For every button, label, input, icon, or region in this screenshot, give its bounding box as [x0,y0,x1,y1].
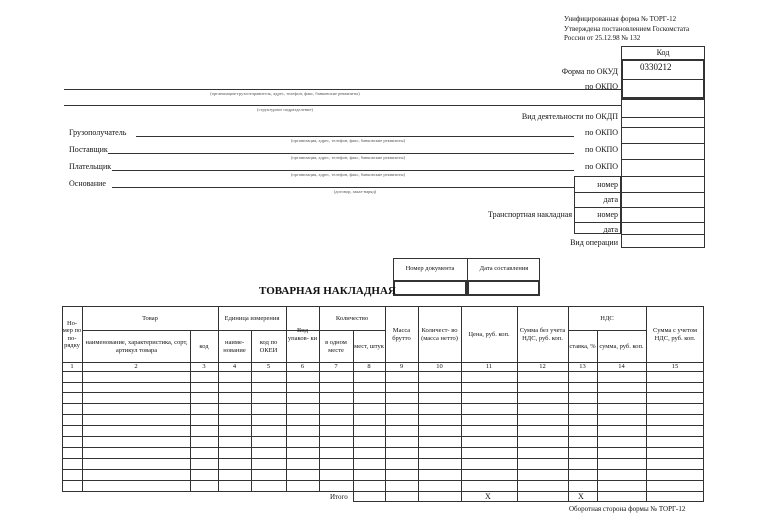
form-approved-date: России от 25.12.98 № 132 [564,34,641,42]
transport-label: Транспортная накладная [488,210,572,219]
h-pack: Вид упаков- ки [287,327,318,342]
vid-operacii-label: Вид операции [570,238,618,247]
col-num: 3 [202,362,206,370]
col-num: 13 [579,362,586,370]
okdp-label: Вид деятельности по ОКДП [521,112,618,121]
table-row[interactable] [62,469,704,470]
dept-caption: (структурное подразделение) [257,107,313,112]
h-price: Цена, руб. коп. [468,330,510,338]
table-row[interactable] [62,392,704,393]
contract-caption: (договор, заказ-наряд) [333,189,377,194]
h-unit-name: наиме- нование [223,339,246,354]
doc-number-label: Номер документа [405,265,455,273]
consignee-label: Грузополучатель [69,128,127,137]
col-num: 4 [232,362,237,370]
org-caption: (организация-грузоотправитель, адрес, телефон, факс, банковские реквизиты) [210,91,360,96]
col-num: 5 [266,362,271,370]
table-row[interactable] [62,425,704,426]
col-num: 10 [436,362,443,370]
dept-line[interactable] [64,105,621,106]
h-vat-sum: сумма, руб. коп. [599,342,644,350]
itogo-blank [61,492,353,504]
doc-date-label: Дата составления [479,265,529,273]
itogo-x-rate: X [578,492,584,501]
consignee-line[interactable] [136,136,574,137]
okud-label: Форма по ОКУД [561,67,618,76]
h-vat-rate: ставка, % [569,342,596,350]
form-name: Унифицированная форма № ТОРГ-12 [564,15,677,23]
doc-title: ТОВАРНАЯ НАКЛАДНАЯ [259,285,396,297]
table-row[interactable] [62,414,704,415]
consignee-caption: (организация, адрес, телефон, факс, банковские реквизиты) [290,138,406,143]
h-qty-one: в одном месте [325,339,347,354]
h-tovar: Товар [142,314,158,322]
data-label-1: дата [603,195,618,204]
h-unit-okei: код по ОКЕИ [259,339,278,354]
h-vat: НДС [600,314,614,322]
col-num: 14 [618,362,625,370]
nomer-label-2: номер [597,210,618,219]
itogo-x-price: X [485,492,491,501]
basis-label: Основание [69,179,106,188]
table-row[interactable] [62,458,704,459]
col-num: 7 [334,362,338,370]
supplier-label: Поставщик [69,145,108,154]
h-mass: Масса брутто [392,327,411,342]
h-qty-places: мест, штук [354,342,384,350]
col-num: 8 [367,362,371,370]
supplier-caption: (организация, адрес, телефон, факс, банковские реквизиты) [290,155,406,160]
col-num: 15 [671,362,679,370]
okpo-label-2: по ОКПО [585,128,618,137]
consignor-line[interactable] [64,89,621,90]
doc-date-cell[interactable] [467,280,540,296]
table-row[interactable] [62,480,704,481]
reverse-side-label: Оборотная сторона формы № ТОРГ-12 [569,505,686,513]
okpo-label-3: по ОКПО [585,145,618,154]
col-num: 11 [485,362,493,370]
col-num: 1 [70,362,74,370]
col-num: 12 [539,362,546,370]
h-num: Но- мер по по- рядку [62,320,82,349]
col-num: 9 [399,362,404,370]
h-qty-net: Количест- во (масса нетто) [421,327,458,342]
col-num: 2 [134,362,138,370]
h-unit: Единица измерения [224,314,280,322]
nomer-label-1: номер [597,180,618,189]
table-row[interactable] [62,382,704,383]
table-row[interactable] [62,436,704,437]
h-tovar-name: наименование, характеристика, сорт, артикул товара [85,339,188,354]
supplier-line[interactable] [108,153,574,154]
okud-value[interactable]: 0330212 [640,62,672,72]
kod-header: Код [656,48,670,57]
okpo-label-1: по ОКПО [585,82,618,91]
h-tovar-kod: код [199,342,209,350]
payer-caption: (организация, адрес, телефон, факс, банковские реквизиты) [290,172,406,177]
basis-line[interactable] [112,187,574,188]
payer-label: Плательщик [69,162,112,171]
payer-line[interactable] [112,170,574,171]
h-qty: Количество [335,314,369,322]
form-approved: Утверждена постановлением Госкомстата [564,25,690,33]
itogo-label: Итого [330,493,348,501]
table-row[interactable] [62,447,704,448]
doc-number-cell[interactable] [393,280,467,296]
h-sum-vat: Сумма с учетом НДС, руб. коп. [653,327,697,342]
data-label-2: дата [603,225,618,234]
table-row[interactable] [62,403,704,404]
col-num: 6 [300,362,305,370]
okpo-label-4: по ОКПО [585,162,618,171]
h-sum-no-vat: Сумма без учета НДС, руб. коп. [519,327,566,342]
